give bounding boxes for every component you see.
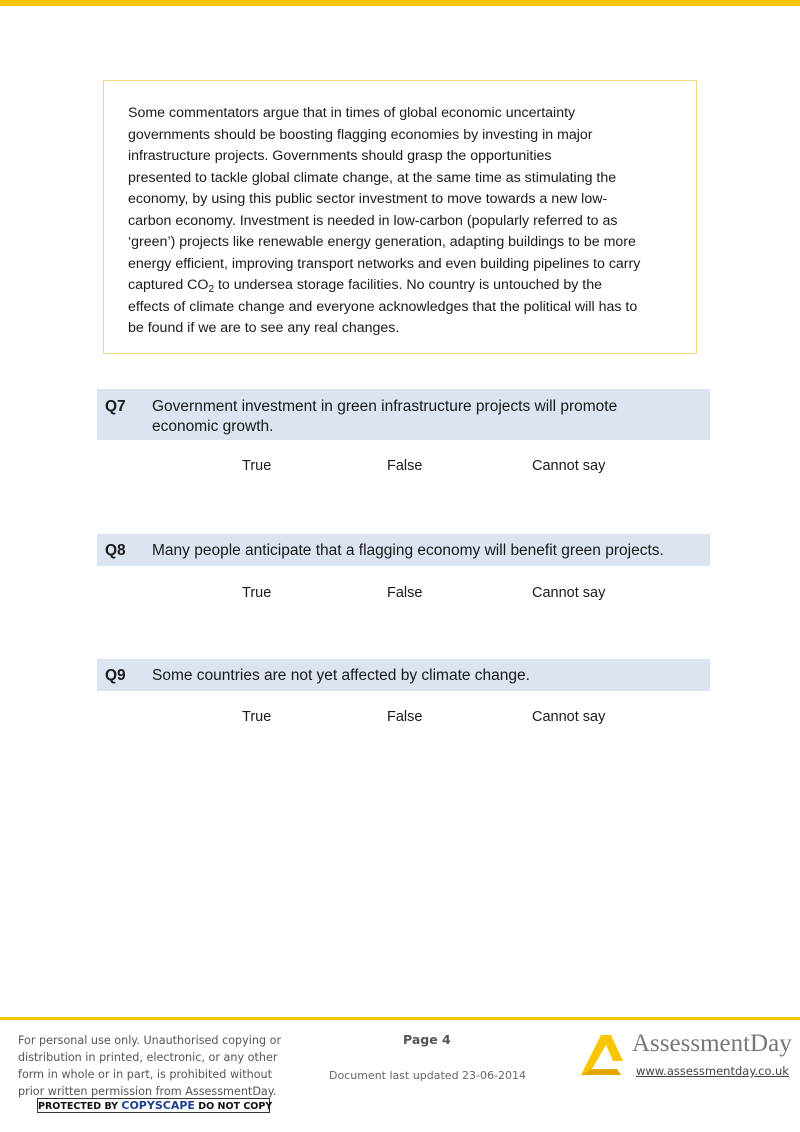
q7-option-true[interactable]: True [242,458,272,474]
question-text [152,666,702,686]
copyscape-brand: COPYSCAPE [121,1099,195,1112]
passage-line: economy, by using this public sector investment to move towards a new low- [128,191,608,207]
footer-divider [0,1017,800,1020]
q8-option-cannot-say[interactable]: Cannot say [532,585,606,601]
passage-line: ‘green’) projects like renewable energy generation, adapting buildings to be more [128,234,636,250]
q9-option-true[interactable]: True [242,709,272,725]
passage-line: infrastructure projects. Governments should grasp the opportunities [128,148,552,164]
question-q8-band [97,534,710,566]
passage-box [103,80,697,354]
question-text-line: economic growth. [152,418,274,435]
passage-text-segment: to undersea storage facilities. No country is untouched by the [214,277,603,293]
q7-option-false[interactable]: False [387,458,423,474]
question-text [152,397,702,437]
passage-line: effects of climate change and everyone acknowledges that the political will has to [128,298,638,315]
q9-option-cannot-say[interactable]: Cannot say [532,709,606,725]
question-number: Q7 [105,398,126,415]
q8-option-true[interactable]: True [242,585,272,601]
passage-line: be found if we are to see any real changes. [128,320,400,336]
q9-option-false[interactable]: False [387,709,423,725]
assessmentday-logo-icon [577,1031,629,1079]
q8-option-false[interactable]: False [387,585,423,601]
subscript-two: 2 [208,284,214,295]
passage-line: governments should be boosting flagging economies by investing in major [128,126,593,143]
question-q7-band [97,389,710,440]
last-updated-date: Document last updated 23-06-2014 [329,1069,526,1082]
passage-line: Some commentators argue that in times of global economic uncertainty [128,105,576,121]
website-link[interactable]: www.assessmentday.co.uk [636,1064,789,1078]
passage-text [128,103,680,340]
question-text-line: Many people anticipate that a flagging economy will benefit green projects. [152,542,664,559]
passage-line: presented to tackle global climate change, at the same time as stimulating the [128,169,617,186]
top-accent-bar [0,0,800,6]
question-text-line: Government investment in green infrastructure projects will promote [152,398,618,415]
question-text [152,541,702,561]
copyscape-badge[interactable] [37,1098,273,1113]
passage-text-segment: captured CO [128,277,209,293]
q7-option-cannot-say[interactable]: Cannot say [532,458,606,474]
question-number: Q9 [105,667,126,684]
copyright-notice [18,1032,288,1100]
notice-line: prior written permission from AssessmentDay. [18,1085,277,1098]
question-q9-band [97,659,710,691]
question-number: Q8 [105,542,126,559]
page-number: Page 4 [403,1032,451,1047]
copyscape-prefix: PROTECTED BY [38,1101,122,1112]
notice-line: distribution in printed, electronic, or any other [18,1051,278,1064]
notice-line: form in whole or in part, is prohibited without [18,1068,273,1081]
question-text-line: Some countries are not yet affected by climate change. [152,667,530,684]
passage-line: carbon economy. Investment is needed in low-carbon (popularly referred to as [128,212,618,229]
notice-line: For personal use only. Unauthorised copying or [18,1034,282,1047]
passage-line: energy efficient, improving transport networks and even building pipelines to carry [128,255,641,272]
logo-wordmark: AssessmentDay [632,1030,792,1057]
passage-line-co2 [128,275,680,297]
copyscape-suffix: DO NOT COPY [194,1101,273,1112]
